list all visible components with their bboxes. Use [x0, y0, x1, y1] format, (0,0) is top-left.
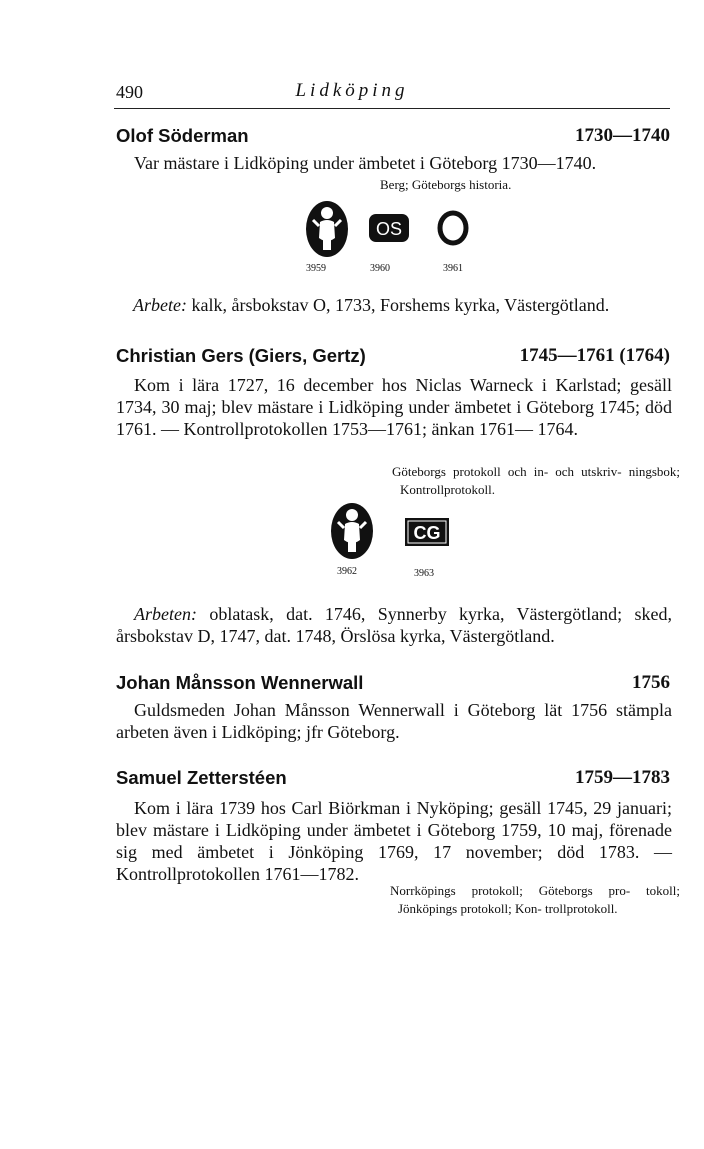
- maker-mark-CG-icon: [405, 518, 449, 546]
- entry-text: Var mästare i Lidköping under ämbetet i Göteborg 1730—1740.: [134, 153, 597, 173]
- entry-text: Guldsmeden Johan Månsson Wennerwall i Göteborg lät 1756 stämpla arbeten även i Lidköping; jfr Göteborg.: [116, 700, 672, 742]
- works-text: oblatask, dat. 1746, Synnerby kyrka, Västergötland; sked, årsbokstav D, 1747, dat. 1748, Örslösa kyrka, Västergötland.: [116, 604, 672, 646]
- town-mark-figure-icon: [305, 200, 349, 258]
- mark-number: 3961: [443, 263, 463, 274]
- mark-number: 3960: [370, 263, 390, 274]
- entry-years: 1759—1783: [575, 767, 670, 788]
- entry-name: Olof Söderman: [116, 125, 249, 146]
- mark-maker-CG: [405, 518, 449, 546]
- works-line: [116, 603, 672, 647]
- entry-text: Kom i lära 1739 hos Carl Biörkman i Nyköping; gesäll 1745, 29 januari; blev mästare i Lidköping under ämbetet i Göteborg 1759, 10 maj, förenade sig med ämbetet i Jönköping 1769, 17 november; död 1783. — Kontrollprotokollen 1761—1782.: [116, 798, 672, 884]
- entry-name: Christian Gers (Giers, Gertz): [116, 345, 366, 366]
- entry-years: 1730—1740: [575, 125, 670, 146]
- header-rule: [114, 108, 670, 109]
- mark-number: 3962: [337, 566, 357, 577]
- date-letter-O-icon: [436, 210, 470, 246]
- maker-mark-OS-icon: [369, 214, 409, 242]
- entry-years: 1745—1761 (1764): [519, 345, 670, 366]
- works-text: kalk, årsbokstav O, 1733, Forshems kyrka, Västergötland.: [191, 295, 610, 315]
- mark-letters: OS: [375, 219, 403, 239]
- running-title: Lidköping: [295, 80, 409, 101]
- entry-sources: Norrköpings protokoll; Göteborgs pro- tokoll; Jönköpings protokoll; Kon- trollprotokoll.: [390, 883, 680, 916]
- works-label: Arbete:: [133, 295, 187, 315]
- entry-text: Kom i lära 1727, 16 december hos Niclas Warneck i Karlstad; gesäll 1734, 30 maj; blev mästare i Lidköping under ämbetet i Göteborg 1745; död 1761. — Kontrollprotokollen 1753—1761; änkan 1761— 1764.: [116, 375, 672, 439]
- mark-maker-OS: [369, 214, 409, 242]
- mark-date-letter-O: [436, 210, 470, 246]
- entry-sources: Göteborgs protokoll och in- och utskriv- ningsbok; Kontrollprotokoll.: [392, 464, 680, 497]
- mark-town-figure: [305, 200, 349, 258]
- mark-town-figure: [330, 502, 374, 560]
- entry-years: 1756: [632, 672, 670, 693]
- mark-number: 3963: [414, 568, 434, 579]
- entry-name: Samuel Zetterstéen: [116, 767, 287, 788]
- mark-number: 3959: [306, 263, 326, 274]
- town-mark-figure-icon: [330, 502, 374, 560]
- works-label: Arbeten:: [134, 604, 197, 624]
- entry-name: Johan Månsson Wennerwall: [116, 672, 364, 693]
- page-number: 490: [116, 82, 143, 102]
- entry-sources: Berg; Göteborgs historia.: [380, 177, 512, 192]
- mark-letters: CG: [413, 523, 441, 543]
- works-line: [133, 294, 673, 316]
